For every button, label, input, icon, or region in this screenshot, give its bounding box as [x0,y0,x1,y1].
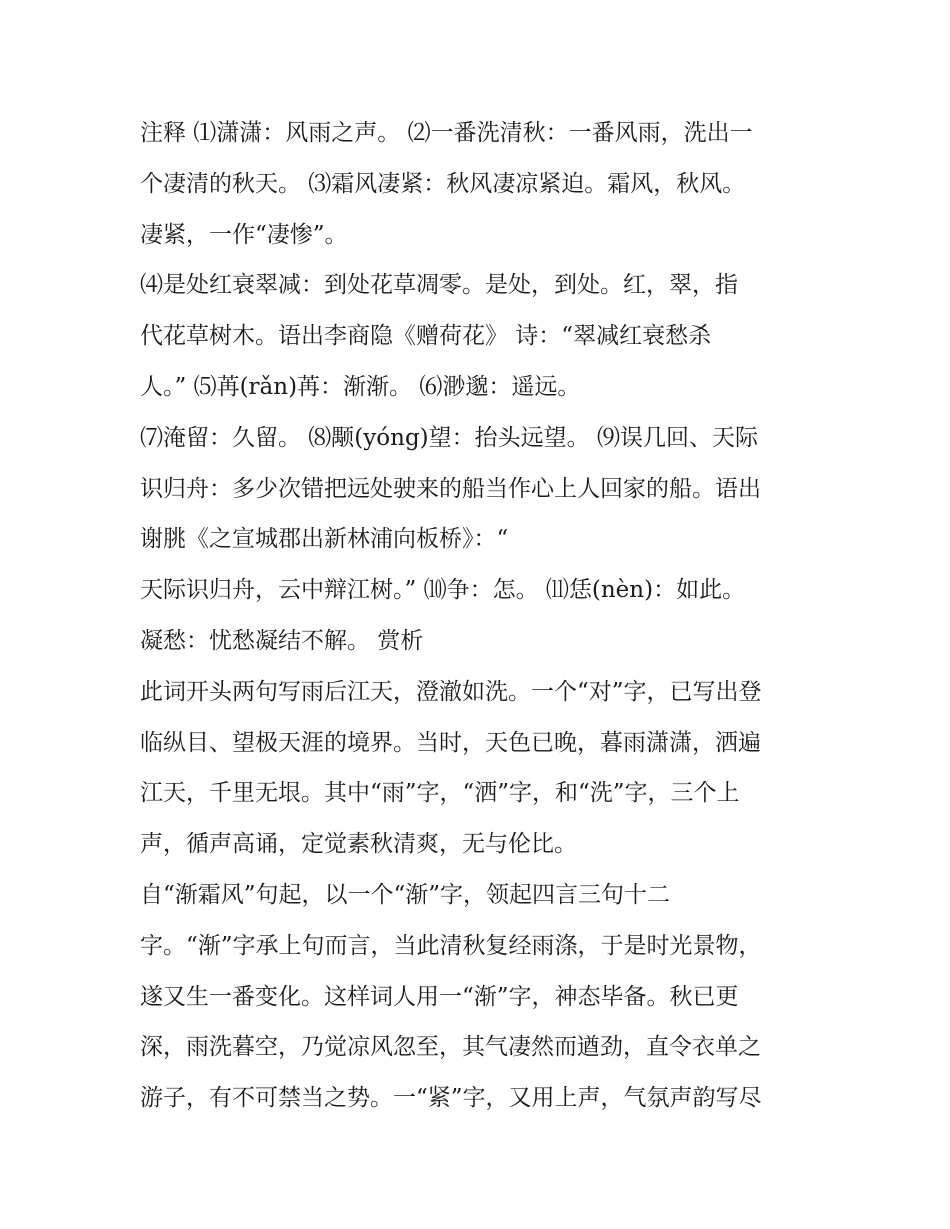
text-line: 字。“渐”字承上句而言，当此清秋复经雨涤，于是时光景物， [140,932,762,959]
text-line: 谢朓《之宣城郡出新林浦向板桥》：“ [140,526,509,553]
text-line: 临纵目、望极天涯的境界。当时，天色已晚，暮雨潇潇，洒遍 [140,729,761,756]
text-line: 自“渐霜风”句起，以一个“渐”字，领起四言三句十二 [140,881,671,908]
text-line: 凝愁：忧愁凝结不解。 赏析 [140,627,424,654]
text-line: 游子，有不可禁当之势。一“紧”字，又用上声，气氛声韵写尽 [140,1085,762,1112]
text-line: 此词开头两句写雨后江天，澄澈如洗。一个“对”字，已写出登 [140,678,762,705]
text-line: 遂又生一番变化。这样词人用一“渐”字，神态毕备。秋已更 [140,983,739,1010]
text-line: 深，雨洗暮空，乃觉凉风忽至，其气凄然而遒劲，直令衣单之 [140,1034,761,1061]
text-line: 个凄清的秋天。 ⑶霜风凄紧：秋风凄凉紧迫。霜风，秋风。 [140,170,746,197]
text-line: 凄紧，一作“凄惨”。 [140,221,348,248]
text-line: 江天，千里无垠。其中“雨”字，“洒”字，和“洗”字，三个上 [140,780,740,807]
text-line: 人。” ⑸苒(rǎn)苒：渐渐。 ⑹渺邈：遥远。 [140,373,581,400]
text-line: 天际识归舟，云中辩江树。” ⑽争：怎。 ⑾恁(nèn)：如此。 [140,577,746,604]
text-line: 识归舟：多少次错把远处驶来的船当作心上人回家的船。语出 [140,475,761,502]
text-line: ⑷是处红衰翠减：到处花草凋零。是处，到处。红，翠，指 [140,272,738,299]
text-line: ⑺淹留：久留。 ⑻颙(yóng)望：抬头远望。 ⑼误几回、天际 [140,424,758,451]
text-line: 代花草树木。语出李商隐《赠荷花》 诗：“翠减红衰愁杀 [140,323,712,350]
body-text [140,108,820,1124]
text-line: 声，循声高诵，定觉素秋清爽，无与伦比。 [140,831,577,858]
text-line: 注释 ⑴潇潇：风雨之声。 ⑵一番洗清秋：一番风雨，洗出一 [140,120,753,146]
